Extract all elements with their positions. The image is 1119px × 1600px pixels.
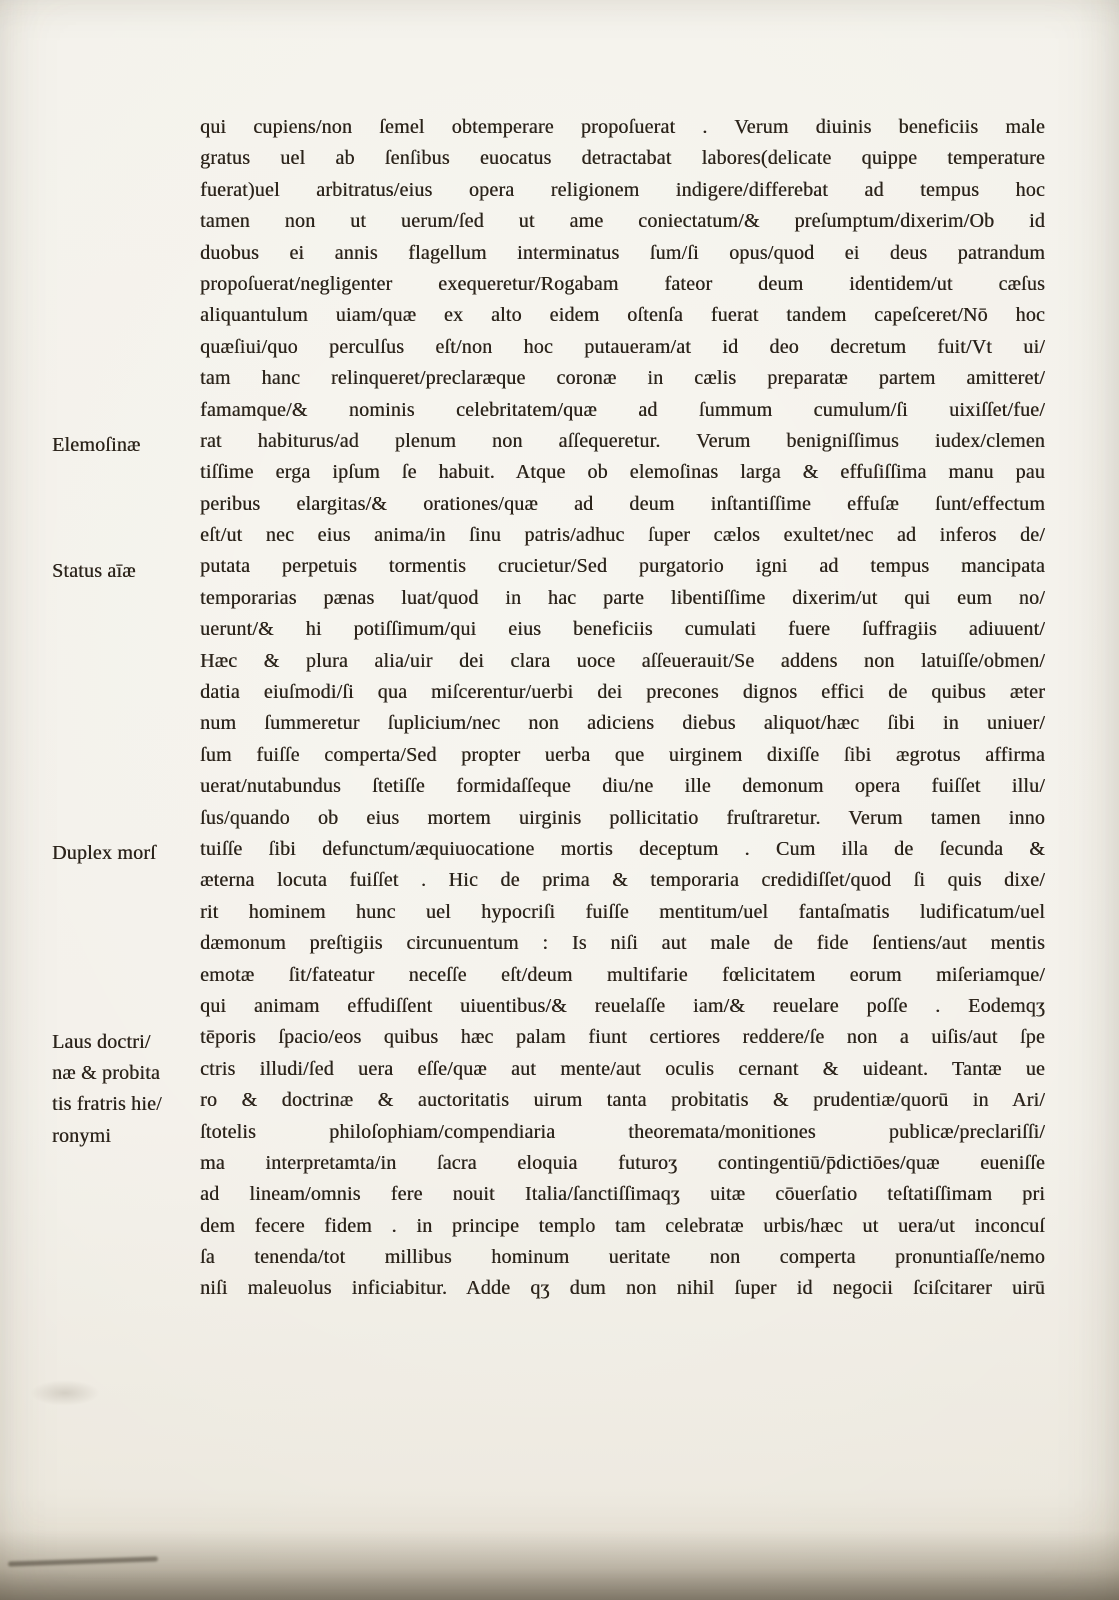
margin-note-line: ronymi xyxy=(52,1124,111,1147)
body-text xyxy=(200,112,1045,1305)
margin-note xyxy=(52,838,197,869)
text-line: tuiſſe ſibi defunctum/æquiuocatione mortis deceptum . Cum illa de ſecunda & xyxy=(200,837,1045,860)
text-line: emotæ ſit/fateatur neceſſe eſt/deum multifarie fœlicitatem eorum miſeriamque/ xyxy=(200,963,1045,986)
text-line: rat habiturus/ad plenum non aſſequeretur. Verum benigniſſimus iudex/clemen xyxy=(200,429,1045,452)
text-line: uerunt/& hi potiſſimum/qui eius beneficiis cumulati fuere ſuffragiis adiuuent/ xyxy=(200,618,1045,641)
text-line: æterna locuta fuiſſet . Hic de prima & temporaria credidiſſet/quod ſi quis dixe/ xyxy=(200,869,1045,892)
text-line: aliquantulum uiam/quæ ex alto eidem oſtenſa fuerat tandem capeſceret/Nō hoc xyxy=(200,304,1045,327)
margin-note-line: Duplex morſ xyxy=(52,842,156,865)
text-line: tiſſime erga ipſum ſe habuit. Atque ob elemoſinas larga & effuſiſſima manu pau xyxy=(200,461,1045,484)
text-line: Hæc & plura alia/uir dei clara uoce aſſeuerauit/Se addens non latuiſſe/obmen/ xyxy=(200,649,1045,672)
margin-notes xyxy=(52,112,197,1362)
text-line: ſa tenenda/tot millibus hominum ueritate non comperta pronuntiaſſe/nemo xyxy=(200,1246,1045,1269)
text-line: fuerat)uel arbitratus/eius opera religionem indigere/differebat ad tempus hoc xyxy=(200,178,1045,201)
text-line: ad lineam/omnis fere nouit Italia/ſanctiſſimaqʒ uitæ cōuerſatio teſtatiſſimam pri xyxy=(200,1183,1045,1206)
text-line: putata perpetuis tormentis crucietur/Sed purgatorio igni ad tempus mancipata xyxy=(200,555,1045,578)
margin-note-line: Laus doctri/ xyxy=(52,1030,151,1053)
text-line: propoſuerat/negligenter exequeretur/Rogabam fateor deum identidem/ut cæſus xyxy=(200,272,1045,295)
margin-note xyxy=(52,430,197,461)
text-line: tēporis ſpacio/eos quibus hæc palam fiunt certiores reddere/ſe non a uiſis/aut ſpe xyxy=(200,1026,1045,1049)
text-line: famamque/& nominis celebritatem/quæ ad ſummum cumulum/ſi uixiſſet/fue/ xyxy=(200,398,1045,421)
text-line: quæſiui/quo perculſus eſt/non hoc putaueram/at id deo decretum fuit/Vt ui/ xyxy=(200,335,1045,358)
text-line: rit hominem hunc uel hypocriſi fuiſſe mentitum/uel fantaſmatis ludificatum/uel xyxy=(200,900,1045,923)
text-line: dem fecere fidem . in principe templo tam celebratæ urbis/hæc ut uera/ut inconcuſ xyxy=(200,1214,1045,1237)
text-line: temporarias pænas luat/quod in hac parte libentiſſime dixerim/ut qui eum no/ xyxy=(200,586,1045,609)
text-line: niſi maleuolus inficiabitur. Adde qʒ dum non nihil ſuper id negocii ſciſcitarer uirū xyxy=(200,1277,1045,1300)
text-line: ro & doctrinæ & auctoritatis uirum tanta probitatis & prudentiæ/quorū in Ari/ xyxy=(200,1089,1045,1112)
margin-note-line: næ & probita xyxy=(52,1061,160,1084)
margin-note-line: Elemoſinæ xyxy=(52,434,141,456)
text-line: qui cupiens/non ſemel obtemperare propoſuerat . Verum diuinis beneficiis male xyxy=(200,116,1045,138)
text-line: ma interpretamta/in ſacra eloquia futuroʒ contingentiū/p̄dictiōes/quæ eueniſſe xyxy=(200,1151,1045,1174)
text-line: duobus ei annis flagellum interminatus ſum/ſi opus/quod ei deus patrandum xyxy=(200,241,1045,264)
text-line: gratus uel ab ſenſibus euocatus detractabat labores(delicate quippe temperature xyxy=(200,147,1045,170)
margin-note xyxy=(52,1027,197,1153)
text-line: num ſummeretur ſuplicium/nec non adiciens diebus aliquot/hæc ſibi in uniuer/ xyxy=(200,712,1045,735)
bottom-edge-shadow xyxy=(0,1530,1119,1600)
page-edge-shadow xyxy=(8,1556,158,1566)
text-line: qui animam effudiſſent uiuentibus/& reuelaſſe iam/& reuelare poſſe . Eodemqʒ xyxy=(200,994,1045,1017)
text-line: tamen non ut uerum/ſed ut ame coniectatum/& preſumptum/dixerim/Ob id xyxy=(200,210,1045,233)
text-line: tam hanc relinqueret/preclaræque coronæ in cælis preparatæ partem amitteret/ xyxy=(200,367,1045,390)
text-line: uerat/nutabundus ſtetiſſe formidaſſeque diu/ne ille demonum opera fuiſſet illu/ xyxy=(200,775,1045,798)
paper-smudge xyxy=(30,1380,100,1406)
text-line: dæmonum preſtigiis circunuentum : Is niſi aut male de fide ſentiens/aut mentis xyxy=(200,932,1045,955)
text-line: ſus/quando ob eius mortem uirginis pollicitatio fruſtraretur. Verum tamen inno xyxy=(200,806,1045,829)
text-line: eſt/ut nec eius anima/in ſinu patris/adhuc ſuper cælos exultet/nec ad inferos de/ xyxy=(200,524,1045,547)
margin-note-line: Status aīæ xyxy=(52,559,136,582)
margin-note xyxy=(52,556,197,587)
text-line: datia eiuſmodi/ſi qua miſcerentur/uerbi dei precones dignos effici de quibus æter xyxy=(200,681,1045,704)
text-line: ctris illudi/ſed uera eſſe/quæ aut mente/aut oculis cernant & uideant. Tantæ ue xyxy=(200,1057,1045,1080)
margin-note-line: tis fratris hie/ xyxy=(52,1093,162,1116)
text-line: ſum fuiſſe comperta/Sed propter uerba que uirginem dixiſſe ſibi ægrotus affirma xyxy=(200,743,1045,766)
text-line: peribus elargitas/& orationes/quæ ad deum inſtantiſſime effuſæ ſunt/effectum xyxy=(200,492,1045,515)
text-line: ſtotelis philoſophiam/compendiaria theoremata/monitiones publicæ/preclariſſi/ xyxy=(200,1120,1045,1143)
